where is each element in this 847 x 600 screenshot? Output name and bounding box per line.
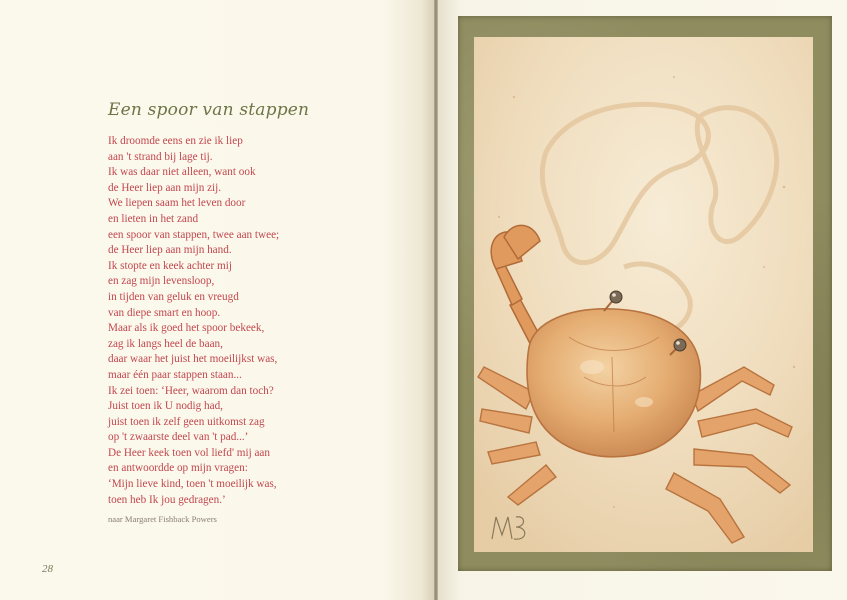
poem-line: Ik was daar niet alleen, want ook xyxy=(108,166,256,179)
crab-watercolor-illustration xyxy=(474,37,813,552)
poem-line: en antwoordde op mijn vragen: xyxy=(108,462,248,475)
right-page xyxy=(438,0,847,600)
poem-line: en lieten in het zand xyxy=(108,212,199,225)
poem-line: Ik droomde eens en zie ik liep xyxy=(108,135,243,147)
poem-line: Juist toen ik U nodig had, xyxy=(108,400,223,413)
poem-line: ‘Mijn lieve kind, toen 't moeilijk was, xyxy=(108,478,277,491)
crab-painting-svg xyxy=(474,37,813,552)
poem-line: een spoor van stappen, twee aan twee; xyxy=(108,228,280,241)
poem-line: maar één paar stappen staan... xyxy=(108,368,242,381)
poem-line: juist toen ik zelf geen uitkomst zag xyxy=(108,415,265,428)
poem-line: We liepen saam het leven door xyxy=(108,197,246,210)
poem-text xyxy=(108,134,279,508)
poem-line: daar waar het juist het moeilijkst was, xyxy=(108,353,278,366)
crab-shell xyxy=(527,309,700,457)
illustration-frame xyxy=(458,16,832,571)
poem-line: Maar als ik goed het spoor bekeek, xyxy=(108,322,265,335)
poem-line: de Heer liep aan mijn hand. xyxy=(108,244,232,257)
poem-title: Een spoor van stappen xyxy=(108,100,310,120)
poem-line: aan 't strand bij lage tij. xyxy=(108,150,213,163)
poem-line: toen heb Ik jou gedragen.’ xyxy=(108,493,226,506)
poem-line: op 't zwaarste deel van 't pad...’ xyxy=(108,431,249,444)
poem-line: Ik stopte en keek achter mij xyxy=(108,259,232,272)
poem-attribution: naar Margaret Fishback Powers xyxy=(108,514,217,524)
poem-line: in tijden van geluk en vreugd xyxy=(108,290,239,303)
poem-line: en zag mijn levensloop, xyxy=(108,275,215,288)
poem-line: van diepe smart en hoop. xyxy=(108,306,221,319)
poem-line: Ik zei toen: ‘Heer, waarom dan toch? xyxy=(108,384,274,397)
page-number: 28 xyxy=(42,563,53,575)
poem-line: de Heer liep aan mijn zij. xyxy=(108,181,222,194)
poem-line: De Heer keek toen vol liefd' mij aan xyxy=(108,446,270,459)
poem-line: zag ik langs heel de baan, xyxy=(108,337,223,350)
